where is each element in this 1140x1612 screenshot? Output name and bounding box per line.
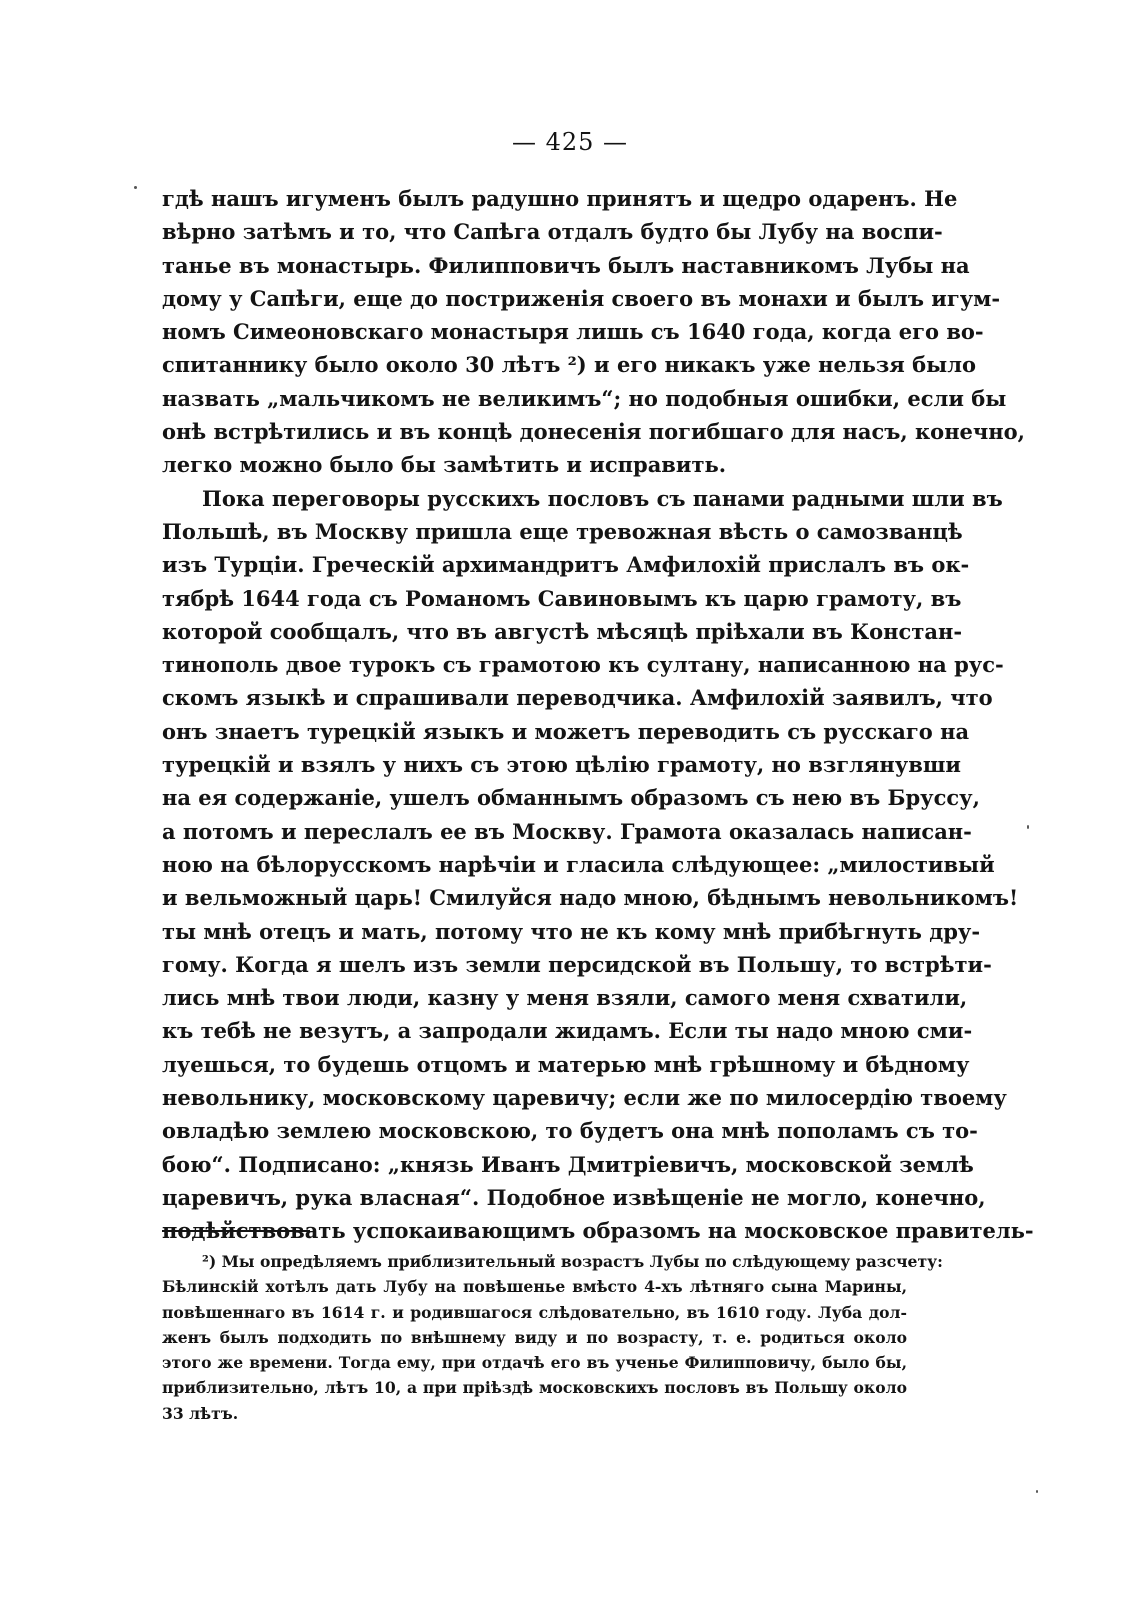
page-number: — 425 — bbox=[511, 128, 629, 156]
text-line: вѣрно затѣмъ и то, что Сапѣга отдалъ будто бы Лубу на воспи- bbox=[162, 219, 943, 245]
text-line: Польшѣ, въ Москву пришла еще тревожная вѣсть о самозванцѣ bbox=[162, 518, 963, 544]
text-line: дому у Сапѣги, еще до постриженія своего въ монахи и былъ игум- bbox=[162, 285, 1001, 311]
footnote-line: повѣшеннаго въ 1614 г. и родившагося слѣдовательно, въ 1610 году. Луба дол- bbox=[162, 1302, 907, 1322]
text-line: танье въ монастырь. Филипповичъ былъ наставникомъ Лубы на bbox=[162, 252, 970, 278]
text-line: къ тебѣ не везутъ, а запродали жидамъ. Если ты надо мною сми- bbox=[162, 1018, 973, 1044]
footnote-line: Бѣлинскій хотѣлъ дать Лубу на повѣшенье вмѣсто 4-хъ лѣтняго сына Марины, bbox=[162, 1277, 907, 1297]
footnote-line: 33 лѣтъ. bbox=[162, 1403, 239, 1423]
text-line: невольнику, московскому царевичу; если же по милосердію твоему bbox=[162, 1085, 1007, 1111]
text-line: и вельможный царь! Смилуйся надо мною, бѣднымъ невольникомъ! bbox=[162, 885, 1019, 911]
text-line: бою“. Подписано: „князь Иванъ Дмитріевичъ, московской землѣ bbox=[162, 1151, 974, 1177]
text-line: овладѣю землею московскою, то будетъ она мнѣ пополамъ съ то- bbox=[162, 1118, 978, 1144]
body-text bbox=[162, 182, 1034, 1248]
text-line: луешься, то будешь отцомъ и матерью мнѣ грѣшному и бѣдному bbox=[162, 1051, 970, 1077]
paragraph-2 bbox=[162, 482, 1034, 1248]
text-line: номъ Симеоновскаго монастыря лишь съ 1640 года, когда его во- bbox=[162, 319, 984, 345]
text-line: онъ знаетъ турецкій языкъ и можетъ переводить съ русскаго на bbox=[162, 718, 970, 744]
text-line: скомъ языкѣ и спрашивали переводчика. Амфилохій заявилъ, что bbox=[162, 685, 993, 711]
footnote-rule bbox=[162, 1230, 310, 1232]
footnote-line: приблизительно, лѣтъ 10, а при пріѣздѣ московскихъ пословъ въ Польшу около bbox=[162, 1378, 907, 1398]
text-line: назвать „мальчикомъ не великимъ“; но подобныя ошибки, если бы bbox=[162, 385, 1007, 411]
text-line: онѣ встрѣтились и въ концѣ донесенія погибшаго для насъ, конечно, bbox=[162, 419, 1025, 445]
scan-speck bbox=[134, 186, 137, 189]
footnote-line: этого же времени. Тогда ему, при отдачѣ его въ ученье Филипповичу, было бы, bbox=[162, 1353, 907, 1373]
text-line: изъ Турціи. Греческій архимандритъ Амфилохій прислалъ въ ок- bbox=[162, 552, 970, 578]
footnote-line: женъ былъ подходить по внѣшнему виду и по возрасту, т. е. родиться около bbox=[162, 1327, 907, 1347]
text-line: подѣйствовать успокаивающимъ образомъ на московское правитель- bbox=[162, 1218, 1034, 1244]
text-line: тябрѣ 1644 года съ Романомъ Савиновымъ къ царю грамоту, въ bbox=[162, 585, 962, 611]
scan-speck bbox=[1027, 825, 1029, 829]
text-line: гдѣ нашъ игуменъ былъ радушно принятъ и щедро одаренъ. Не bbox=[162, 186, 958, 211]
text-line: спитаннику было около 30 лѣтъ ²) и его никакъ уже нельзя было bbox=[162, 352, 977, 378]
text-line: лись мнѣ твои люди, казну у меня взяли, самого меня схватили, bbox=[162, 985, 968, 1011]
text-line: легко можно было бы замѣтить и исправить. bbox=[162, 452, 727, 478]
footnote bbox=[162, 1249, 943, 1426]
text-line: царевичъ, рука власная“. Подобное извѣщеніе не могло, конечно, bbox=[162, 1184, 986, 1210]
text-line: ты мнѣ отецъ и мать, потому что не къ кому мнѣ прибѣгнуть дру- bbox=[162, 918, 981, 944]
text-line: которой сообщалъ, что въ августѣ мѣсяцѣ пріѣхали въ Констан- bbox=[162, 618, 963, 644]
text-line: на ея содержаніе, ушелъ обманнымъ образомъ съ нею въ Бруссу, bbox=[162, 785, 980, 811]
text-line: Пока переговоры русскихъ пословъ съ панами радными шли въ bbox=[202, 485, 1003, 511]
text-line: турецкій и взялъ у нихъ съ этою цѣлію грамоту, но взглянувши bbox=[162, 752, 961, 778]
text-line: а потомъ и переслалъ ее въ Москву. Грамота оказалась написан- bbox=[162, 818, 972, 844]
text-line: тинополь двое турокъ съ грамотою къ султану, написанною на рус- bbox=[162, 652, 1004, 678]
text-line: ною на бѣлорусскомъ нарѣчіи и гласила слѣдующее: „милостивый bbox=[162, 851, 995, 877]
text-line: гому. Когда я шелъ изъ земли персидской въ Польшу, то встрѣти- bbox=[162, 951, 992, 977]
scan-speck bbox=[1036, 1490, 1038, 1493]
paragraph-1 bbox=[162, 182, 1025, 482]
footnote-line: ²) Мы опредѣляемъ приблизительный возрастъ Лубы по слѣдующему разсчету: bbox=[202, 1252, 943, 1271]
